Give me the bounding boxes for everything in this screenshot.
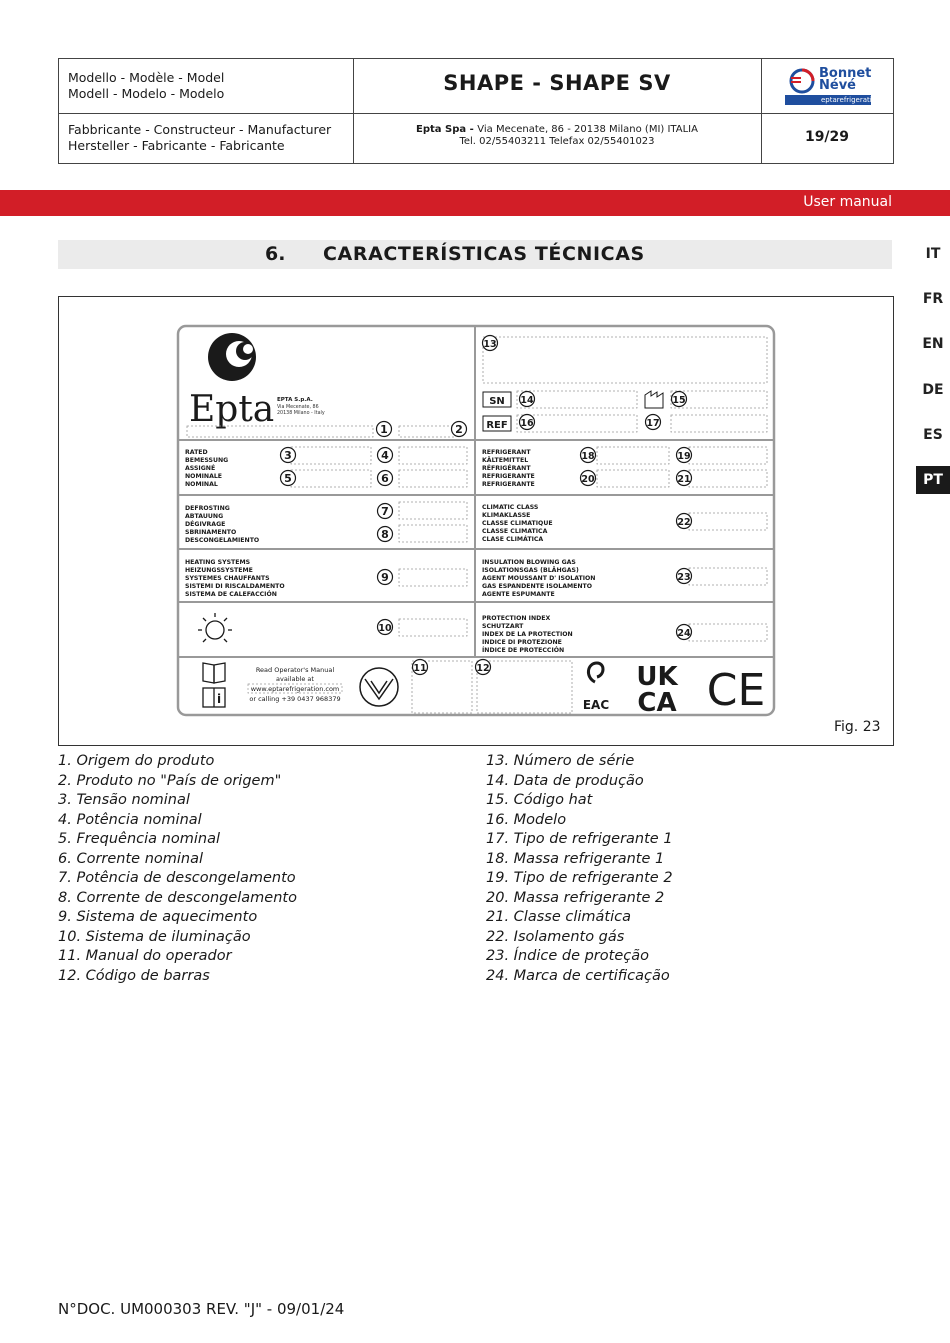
- bonnet-neve-logo: [785, 65, 881, 107]
- section-heading: [58, 240, 892, 269]
- label-rated-1: BEMESSUNG: [185, 457, 229, 464]
- label-defrosting-1: ABTAUUNG: [185, 513, 224, 520]
- label-defrosting-3: SBRINAMENTO: [185, 529, 237, 536]
- svg-text:i: i: [216, 692, 222, 706]
- label-insulation-3: GAS ESPANDENTE ISOLAMENTO: [482, 583, 593, 590]
- legend-item: 23. Índice de proteção: [486, 948, 649, 964]
- label-protection-4: ÍNDICE DE PROTECCIÓN: [482, 647, 565, 654]
- label-insulation-4: AGENTE ESPUMANTE: [482, 591, 555, 598]
- plate-marker-number: 14: [520, 395, 534, 406]
- plate-marker-number: 1: [380, 423, 388, 436]
- legend-item: 1. Origem do produto: [58, 753, 215, 769]
- ce-mark: CE: [706, 665, 766, 716]
- label-rated-0: RATED: [185, 449, 208, 456]
- document-title: SHAPE - SHAPE SV: [443, 71, 671, 95]
- label-rated-4: NOMINAL: [185, 481, 218, 488]
- document-footer: N°DOC. UM000303 REV. "J" - 09/01/24: [58, 1300, 345, 1318]
- plate-marker-number: 24: [677, 628, 691, 639]
- legend-item: 5. Frequência nominal: [58, 831, 220, 847]
- plate-address-1: Via Mecenate, 86: [277, 405, 319, 410]
- manufacturer-name: Epta Spa -: [416, 124, 478, 135]
- manual-url: www.eptarefrigeration.com: [250, 685, 340, 693]
- plate-marker-number: 12: [476, 663, 490, 674]
- page-number: 19/29: [804, 129, 850, 145]
- label-refrigerant-2: RÉFRIGÉRANT: [482, 465, 531, 472]
- plate-address-2: 20138 Milano - Italy: [277, 411, 325, 416]
- plate-marker-number: 20: [581, 474, 595, 485]
- plate-marker-number: 15: [672, 395, 686, 406]
- manual-line-2: available at: [276, 675, 314, 683]
- manufacturer-label: Fabbricante - Constructeur - Manufacturer Hersteller - Fabricante - Fabricante: [68, 122, 332, 153]
- plate-marker-number: 19: [677, 451, 691, 462]
- legend-item: 6. Corrente nominal: [58, 850, 204, 867]
- plate-marker-number: 22: [677, 517, 691, 528]
- label-refrigerant-0: REFRIGERANT: [482, 449, 531, 456]
- legend-item: 4. Potência nominal: [58, 811, 202, 828]
- label-climatic-4: CLASE CLIMÁTICA: [482, 536, 544, 543]
- plate-marker-number: 9: [381, 571, 389, 584]
- label-heating-3: SISTEMI DI RISCALDAMENTO: [185, 583, 285, 590]
- label-defrosting-0: DEFROSTING: [185, 505, 230, 512]
- manufacturer-address: Via Mecenate, 86 - 20138 Milano (MI) ITALIA: [477, 124, 698, 135]
- legend-item: 7. Potência de descongelamento: [58, 870, 296, 886]
- band-label: User manual: [803, 194, 892, 210]
- rating-plate: [59, 297, 893, 745]
- label-insulation-2: AGENT MOUSSANT D' ISOLATION: [482, 575, 596, 582]
- ukca-line-1: UK: [636, 662, 678, 692]
- plate-marker-number: 16: [520, 418, 534, 429]
- plate-marker-number: 2: [455, 423, 463, 436]
- manual-phone: or calling +39 0437 968379: [249, 695, 341, 703]
- model-label: Modello - Modèle - Model Modell - Modelo - Modelo: [68, 70, 225, 101]
- legend-item: 12. Código de barras: [58, 967, 210, 984]
- legend-item: 17. Tipo de refrigerante 1: [486, 831, 673, 847]
- manufacturer-info: [353, 124, 761, 148]
- plate-marker-number: 8: [381, 528, 389, 541]
- lang-tab-de[interactable]: DE: [922, 382, 944, 398]
- lang-tab-it[interactable]: IT: [925, 246, 941, 262]
- logo-line-1: Bonnet: [819, 66, 872, 81]
- legend-left: [58, 752, 297, 986]
- lang-tab-fr[interactable]: FR: [922, 291, 944, 307]
- label-heating-2: SYSTEMES CHAUFFANTS: [185, 575, 270, 582]
- plate-marker-number: 21: [677, 474, 691, 485]
- legend-item: 10. Sistema de iluminação: [58, 928, 251, 945]
- label-climatic-2: CLASSE CLIMATIQUE: [482, 520, 553, 527]
- rating-plate-figure: [58, 296, 894, 746]
- label-refrigerant-1: KÄLTEMITTEL: [482, 457, 529, 464]
- plate-brand: Epta: [189, 389, 275, 430]
- legend-item: 18. Massa refrigerante 1: [486, 850, 665, 867]
- label-insulation-1: ISOLATIONSGAS (BLÄHGAS): [482, 567, 579, 574]
- legend-right: [486, 752, 673, 986]
- lang-tab-en[interactable]: EN: [922, 336, 944, 352]
- legend-item: 15. Código hat: [486, 792, 593, 808]
- label-defrosting-4: DESCONGELAMIENTO: [185, 537, 260, 544]
- figure-caption: Fig. 23: [834, 719, 881, 735]
- document-header-table: [58, 58, 894, 164]
- label-defrosting-2: DÉGIVRAGE: [185, 521, 226, 528]
- legend-item: 19. Tipo de refrigerante 2: [486, 870, 673, 886]
- logo-line-2: Névé: [819, 78, 856, 93]
- label-heating-1: HEIZUNGSSYSTEME: [185, 567, 253, 574]
- plate-company: EPTA S.p.A.: [277, 397, 313, 403]
- legend-item: 16. Modelo: [486, 811, 567, 828]
- plate-sn-label: SN: [489, 396, 505, 407]
- label-insulation-0: INSULATION BLOWING GAS: [482, 559, 576, 566]
- label-rated-3: NOMINALE: [185, 473, 223, 480]
- label-heating-0: HEATING SYSTEMS: [185, 559, 251, 566]
- legend-item: 24. Marca de certificação: [486, 967, 670, 984]
- logo-subtitle: eptarefrigeration: [821, 96, 881, 104]
- label-heating-4: SISTEMA DE CALEFACCIÓN: [185, 591, 277, 598]
- plate-marker-number: 18: [581, 451, 595, 462]
- label-climatic-0: CLIMATIC CLASS: [482, 504, 539, 511]
- section-title: CARACTERÍSTICAS TÉCNICAS: [323, 243, 645, 265]
- label-protection-0: PROTECTION INDEX: [482, 615, 551, 622]
- legend-item: 14. Data de produção: [486, 772, 644, 789]
- label-rated-2: ASSIGNÉ: [185, 465, 216, 472]
- plate-marker-number: 11: [413, 663, 427, 674]
- plate-marker-number: 23: [677, 572, 691, 583]
- section-number: 6.: [265, 243, 286, 265]
- manual-line-1: Read Operator's Manual: [255, 666, 335, 674]
- legend-item: 20. Massa refrigerante 2: [486, 889, 665, 906]
- label-climatic-3: CLASSE CLIMATICA: [482, 528, 548, 535]
- ukca-line-2: CA: [637, 688, 677, 718]
- plate-marker-number: 3: [284, 449, 292, 462]
- legend-item: 8. Corrente de descongelamento: [58, 889, 297, 906]
- plate-marker-number: 6: [381, 472, 389, 485]
- plate-marker-number: 4: [381, 449, 389, 462]
- label-refrigerant-3: REFRIGERANTE: [482, 473, 535, 480]
- label-refrigerant-4: REFRIGERANTE: [482, 481, 535, 488]
- section-band: [0, 190, 950, 216]
- label-refrigerant: [482, 449, 535, 488]
- lang-tab-pt[interactable]: PT: [916, 466, 950, 494]
- legend-item: 2. Produto no "País de origem": [58, 772, 282, 789]
- legend-item: 3. Tensão nominal: [58, 792, 190, 808]
- lang-tab-es[interactable]: ES: [923, 427, 943, 443]
- legend-item: 22. Isolamento gás: [486, 928, 625, 945]
- label-climatic-1: KLIMAKLASSE: [482, 512, 531, 519]
- manufacturer-phone: Tel. 02/55403211 Telefax 02/55401023: [459, 136, 655, 147]
- plate-marker-number: 13: [483, 339, 497, 350]
- plate-marker-number: 10: [378, 623, 392, 634]
- legend-item: 21. Classe climática: [486, 909, 631, 925]
- label-protection-2: INDEX DE LA PROTECTION: [482, 631, 573, 638]
- label-protection-1: SCHUTZART: [482, 623, 524, 630]
- plate-marker-number: 7: [381, 505, 389, 518]
- legend-item: 9. Sistema de aquecimento: [58, 909, 258, 925]
- plate-marker-number: 17: [646, 418, 660, 429]
- legend-item: 13. Número de série: [486, 753, 635, 769]
- plate-ref-label: REF: [486, 420, 508, 431]
- plate-marker-number: 5: [284, 472, 292, 485]
- label-protection-3: INDICE DI PROTEZIONE: [482, 639, 562, 646]
- eac-text: EAC: [582, 698, 610, 712]
- legend-item: 11. Manual do operador: [58, 948, 232, 964]
